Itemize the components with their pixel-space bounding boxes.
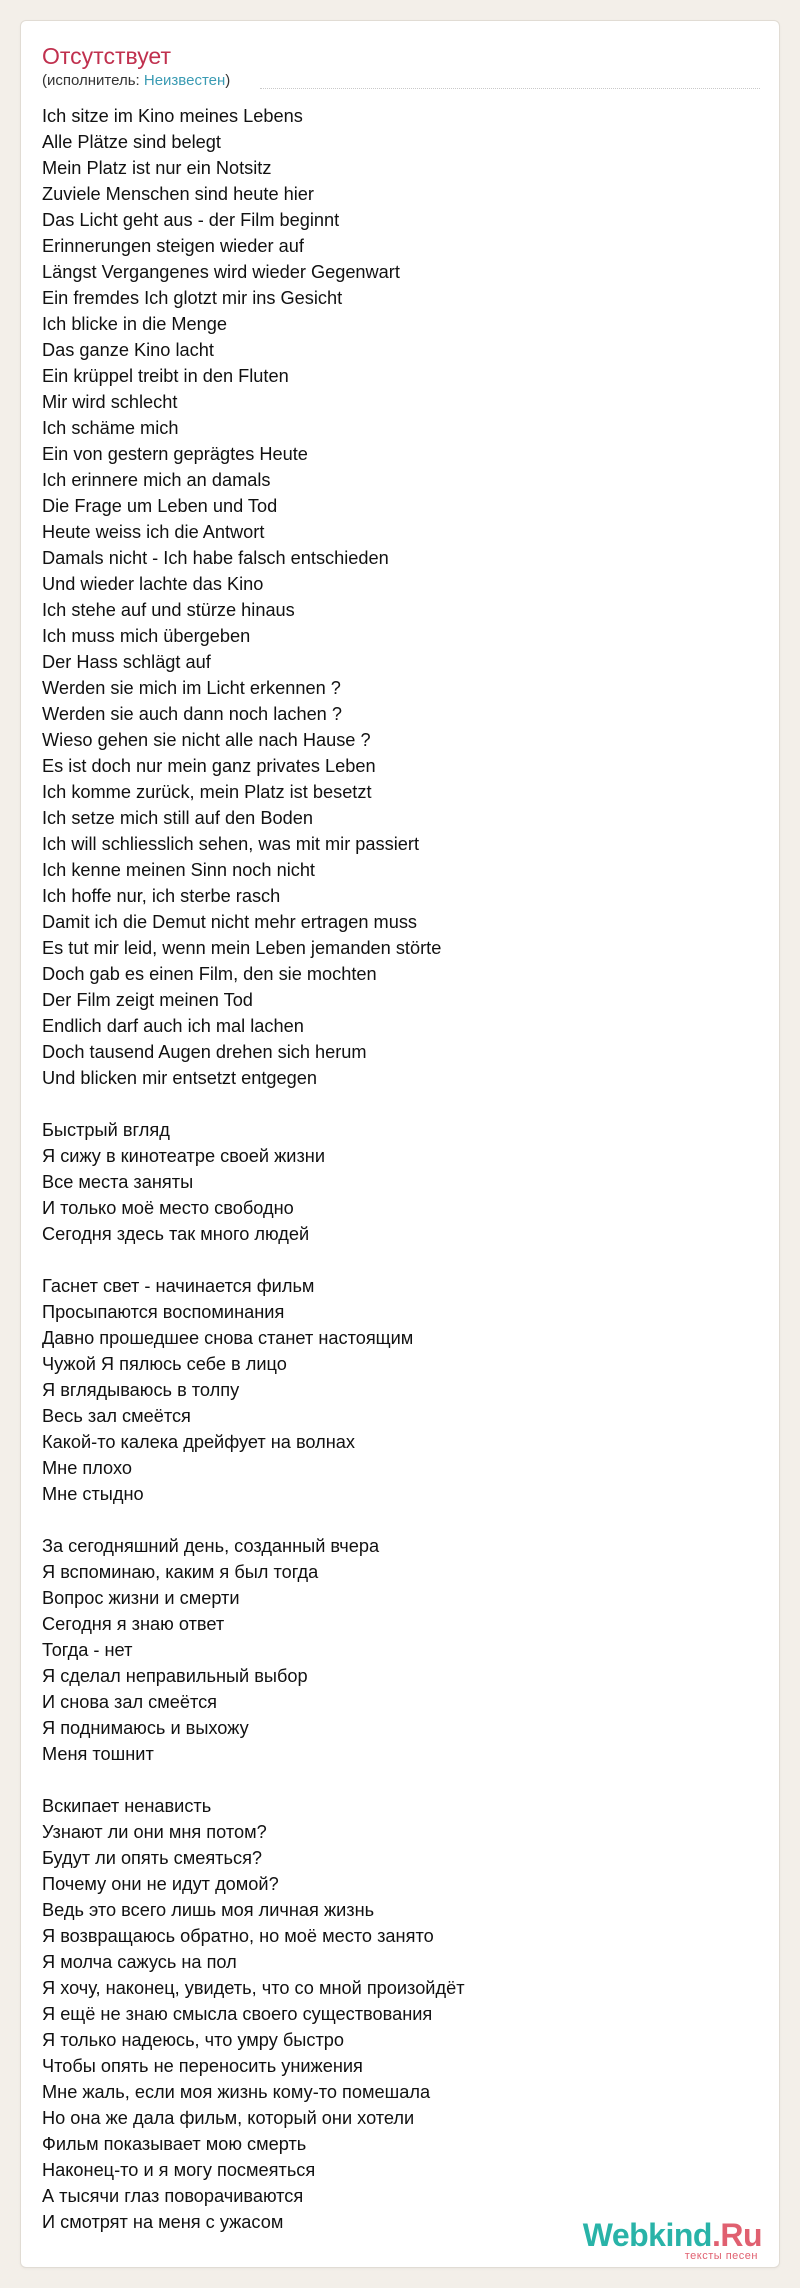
lyric-line: Längst Vergangenes wird wieder Gegenwart (42, 262, 400, 282)
lyric-line: Ich sitze im Kino meines Lebens (42, 106, 303, 126)
lyric-line: Ich hoffe nur, ich sterbe rasch (42, 886, 281, 906)
lyric-line: И смотрят на меня с ужасом (42, 2212, 284, 2232)
lyric-line: Werden sie mich im Licht erkennen ? (42, 678, 341, 698)
lyric-line: Doch gab es einen Film, den sie mochten (42, 964, 377, 984)
lyric-line: И снова зал смеётся (42, 1692, 218, 1712)
lyric-line: Мне плохо (42, 1458, 132, 1478)
lyric-line: Ein fremdes Ich glotzt mir ins Gesicht (42, 288, 343, 308)
lyric-line: Ich stehe auf und stürze hinaus (42, 600, 295, 620)
lyric-line: Гаснет свет - начинается фильм (42, 1276, 315, 1296)
lyric-line: Я ещё не знаю смысла своего существования (42, 2004, 433, 2024)
performer-prefix: (исполнитель: (42, 72, 144, 89)
lyric-line: Alle Plätze sind belegt (42, 132, 221, 152)
lyric-line: Вопрос жизни и смерти (42, 1588, 240, 1608)
lyric-line: А тысячи глаз поворачиваются (42, 2186, 304, 2206)
lyric-line: Узнают ли они мня потом? (42, 1822, 267, 1842)
lyric-line: Ich kenne meinen Sinn noch nicht (42, 860, 315, 880)
logo-name: Webkind (582, 2217, 712, 2253)
lyric-line: Es ist doch nur mein ganz privates Leben (42, 756, 376, 776)
lyric-line: Сегодня здесь так много людей (42, 1224, 310, 1244)
lyric-line: Endlich darf auch ich mal lachen (42, 1016, 304, 1036)
lyric-line: Ein krüppel treibt in den Fluten (42, 366, 289, 386)
lyric-line: Я возвращаюсь обратно, но моё место занято (42, 1926, 434, 1946)
lyric-line: Будут ли опять смеяться? (42, 1848, 263, 1868)
lyric-line: Ich muss mich übergeben (42, 626, 251, 646)
lyric-line: Mir wird schlecht (42, 392, 178, 412)
lyric-line: Der Film zeigt meinen Tod (42, 990, 253, 1010)
lyric-line: Damit ich die Demut nicht mehr ertragen muss (42, 912, 418, 932)
lyric-line: Я сделал неправильный выбор (42, 1666, 308, 1686)
performer-suffix: ) (225, 72, 231, 89)
lyric-line: Wieso gehen sie nicht alle nach Hause ? (42, 730, 371, 750)
lyric-line: Давно прошедшее снова станет настоящим (42, 1328, 414, 1348)
performer-line (42, 72, 230, 90)
lyric-line: Я молча сажусь на пол (42, 1952, 237, 1972)
lyric-line: Heute weiss ich die Antwort (42, 522, 265, 542)
lyric-line: Und wieder lachte das Kino (42, 574, 264, 594)
lyric-line: Ich setze mich still auf den Boden (42, 808, 313, 828)
lyric-line: Ich erinnere mich an damals (42, 470, 271, 490)
lyric-line: Чтобы опять не переносить унижения (42, 2056, 363, 2076)
lyric-line: Ich will schliesslich sehen, was mit mir passiert (42, 834, 419, 854)
dotted-divider (260, 88, 760, 89)
lyric-line: И только моё место свободно (42, 1198, 294, 1218)
logo-tagline: тексты песен (684, 2250, 758, 2262)
lyric-line: Весь зал смеётся (42, 1406, 191, 1426)
lyric-line: Ведь это всего лишь моя личная жизнь (42, 1900, 375, 1920)
lyric-line: Я поднимаюсь и выхожу (42, 1718, 249, 1738)
lyric-line: Но она же дала фильм, который они хотели (42, 2108, 415, 2128)
stanza-gap (42, 1247, 742, 1273)
lyric-line: Фильм показывает мою смерть (42, 2134, 307, 2154)
lyric-line: Быстрый вгляд (42, 1120, 170, 1140)
stanza-gap (42, 1091, 742, 1117)
logo-wordmark (583, 2218, 762, 2252)
lyrics-body (42, 103, 742, 2235)
lyric-line: Я сижу в кинотеатре своей жизни (42, 1146, 325, 1166)
lyric-line: Все места заняты (42, 1172, 194, 1192)
lyric-line: Werden sie auch dann noch lachen ? (42, 704, 342, 724)
lyric-line: Почему они не идут домой? (42, 1874, 279, 1894)
lyric-line: Ich komme zurück, mein Platz ist besetzt (42, 782, 372, 802)
lyric-line: Я только надеюсь, что умру быстро (42, 2030, 345, 2050)
logo-tld: .Ru (711, 2217, 762, 2253)
stanza-gap (42, 1507, 742, 1533)
stanza-gap (42, 1767, 742, 1793)
lyric-line: Я вспоминаю, каким я был тогда (42, 1562, 319, 1582)
lyric-line: Ich blicke in die Menge (42, 314, 228, 334)
lyric-line: Сегодня я знаю ответ (42, 1614, 225, 1634)
lyric-line: Der Hass schlägt auf (42, 652, 211, 672)
lyric-line: Мне стыдно (42, 1484, 144, 1504)
lyric-line: Die Frage um Leben und Tod (42, 496, 278, 516)
lyric-line: Das Licht geht aus - der Film beginnt (42, 210, 340, 230)
lyric-line: Чужой Я пялюсь себе в лицо (42, 1354, 287, 1374)
song-title: Отсутствует (42, 43, 171, 69)
lyric-line: Es tut mir leid, wenn mein Leben jemanden störte (42, 938, 442, 958)
lyric-line: Das ganze Kino lacht (42, 340, 214, 360)
lyric-line: Mein Platz ist nur ein Notsitz (42, 158, 272, 178)
lyric-line: Und blicken mir entsetzt entgegen (42, 1068, 317, 1088)
lyric-line: Какой-то калека дрейфует на волнах (42, 1432, 356, 1452)
lyric-line: Erinnerungen steigen wieder auf (42, 236, 304, 256)
lyric-line: Тогда - нет (42, 1640, 133, 1660)
lyric-line: Просыпаются воспоминания (42, 1302, 285, 1322)
lyric-line: Doch tausend Augen drehen sich herum (42, 1042, 367, 1062)
lyric-line: Я хочу, наконец, увидеть, что со мной произойдёт (42, 1978, 465, 1998)
lyric-line: Мне жаль, если моя жизнь кому-то помешала (42, 2082, 431, 2102)
lyric-line: Damals nicht - Ich habe falsch entschieden (42, 548, 389, 568)
artist-link[interactable]: Неизвестен (143, 72, 226, 89)
webkind-logo[interactable] (583, 2218, 762, 2262)
lyric-line: Меня тошнит (42, 1744, 154, 1764)
lyric-line: Наконец-то и я могу посмеяться (42, 2160, 316, 2180)
lyric-line: Zuviele Menschen sind heute hier (42, 184, 314, 204)
lyric-line: Ich schäme mich (42, 418, 179, 438)
lyric-line: За сегодняшний день, созданный вчера (42, 1536, 380, 1556)
lyric-line: Я вглядываюсь в толпу (42, 1380, 240, 1400)
lyric-line: Вскипает ненависть (42, 1796, 212, 1816)
lyric-line: Ein von gestern geprägtes Heute (42, 444, 308, 464)
